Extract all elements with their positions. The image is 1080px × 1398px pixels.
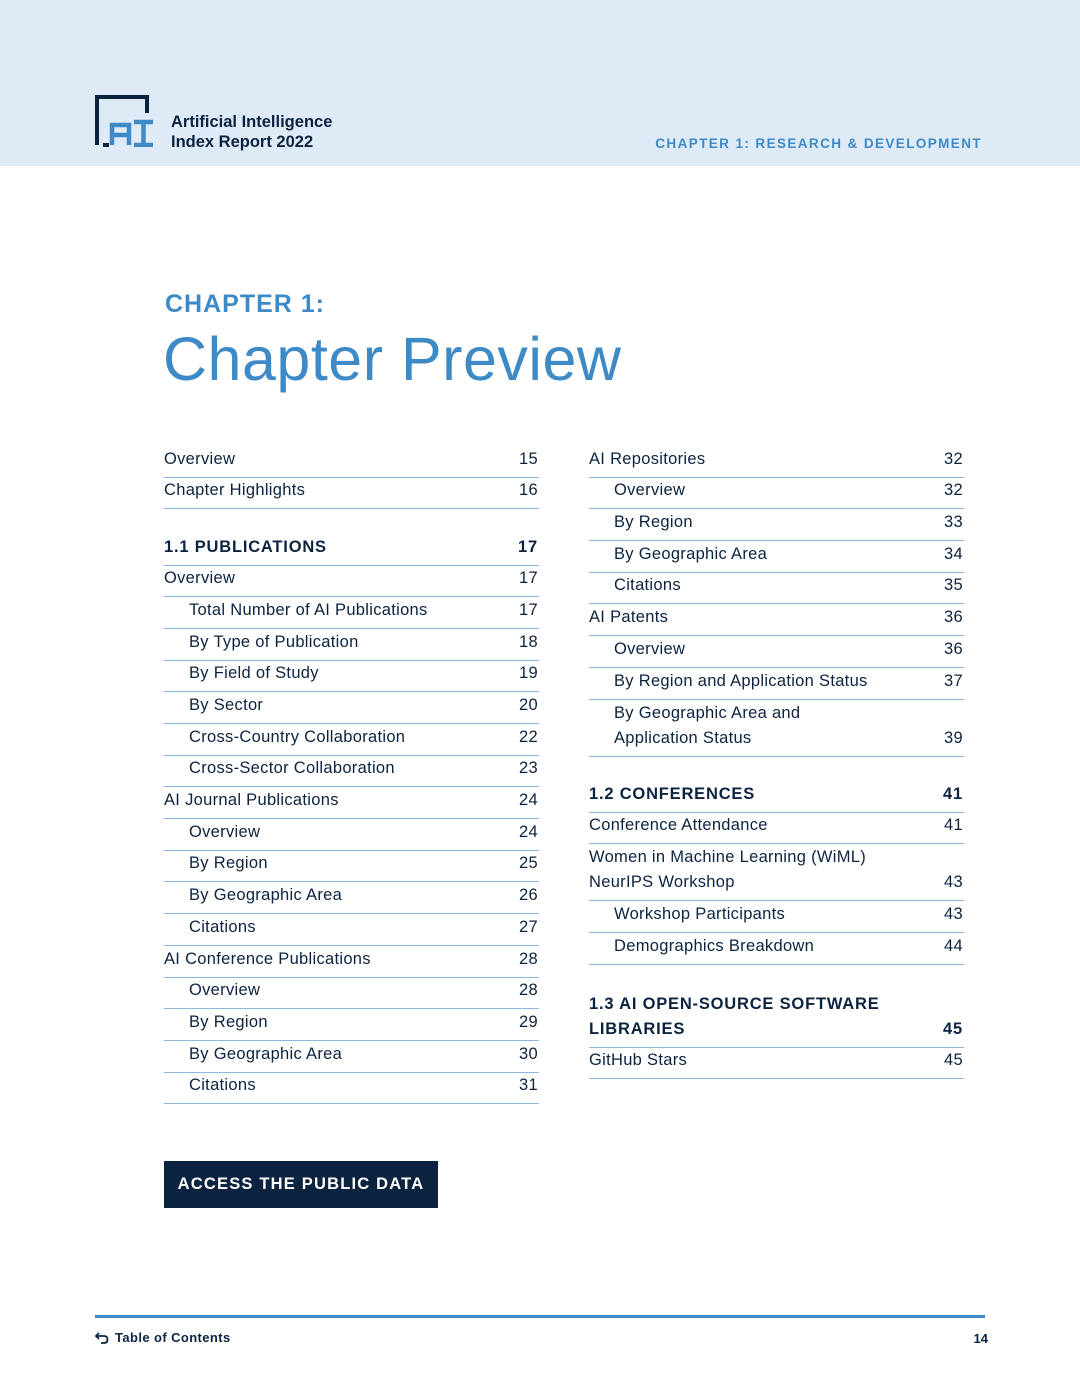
- toc-entry-label: [589, 701, 800, 751]
- toc-entry-label: 1.2 CONFERENCES: [589, 784, 756, 803]
- toc-entry-label: Chapter Highlights: [164, 481, 306, 500]
- toc-entry-label: AI Conference Publications: [164, 949, 371, 968]
- toc-entry-page: 43: [944, 873, 963, 892]
- toc-entry-label: By Sector: [189, 696, 264, 714]
- toc-subentry[interactable]: [164, 851, 539, 883]
- toc-subentry[interactable]: [164, 661, 539, 693]
- toc-right-column: [589, 446, 964, 1079]
- toc-entry-label: By Geographic Area: [189, 1044, 343, 1063]
- toc-entry-label: Cross-Country Collaboration: [189, 727, 406, 746]
- toc-entry-page: 45: [944, 1051, 963, 1070]
- toc-entry-page: 28: [519, 949, 538, 968]
- toc-entry-page: 33: [944, 513, 963, 532]
- toc-entry-label: [589, 845, 866, 895]
- toc-entry-label: Citations: [189, 917, 256, 936]
- toc-entry-label-line2: Application Status: [614, 728, 752, 747]
- toc-subentry[interactable]: [164, 724, 539, 756]
- toc-entry-label-line1: Women in Machine Learning (WiML): [589, 848, 867, 867]
- toc-entry-page: 36: [944, 608, 963, 627]
- toc-entry-label: By Region: [614, 513, 693, 532]
- toc-entry-page: 22: [519, 727, 538, 746]
- toc-entry-page: 23: [519, 759, 538, 778]
- toc-entry-page: 35: [944, 576, 963, 595]
- toc-entry-page: 25: [519, 854, 538, 873]
- toc-entry-label: By Field of Study: [189, 664, 319, 683]
- toc-entry-label: Overview: [189, 981, 261, 1000]
- toc-entry-page: 36: [944, 639, 963, 658]
- toc-subentry[interactable]: [164, 819, 539, 851]
- toc-entry-label: AI Repositories: [589, 449, 706, 468]
- toc-entry-label: Workshop Participants: [614, 905, 786, 924]
- table-of-contents-link[interactable]: [95, 1330, 231, 1345]
- toc-entry-label: By Region: [189, 854, 268, 873]
- toc-subentry[interactable]: [589, 700, 964, 757]
- toc-subentry[interactable]: [164, 692, 539, 724]
- toc-entry-page: 26: [519, 886, 538, 905]
- toc-entry-label: Cross-Sector Collaboration: [189, 759, 395, 778]
- toc-entry-page: 37: [944, 671, 963, 690]
- toc-entry[interactable]: [164, 566, 539, 598]
- toc-entry-page: 17: [519, 600, 538, 619]
- toc-entry-label: By Type of Publication: [189, 632, 359, 651]
- chapter-tag: CHAPTER 1: RESEARCH & DEVELOPMENT: [655, 136, 982, 151]
- toc-subentry[interactable]: [589, 636, 964, 668]
- toc-entry-label: Overview: [164, 569, 236, 588]
- toc-entry-page: 17: [519, 569, 538, 588]
- return-arrow-icon: [95, 1332, 109, 1344]
- toc-entry[interactable]: [164, 787, 539, 819]
- ai-index-logo: [95, 95, 155, 147]
- toc-entry-page: 29: [519, 1012, 538, 1031]
- toc-entry[interactable]: [589, 813, 964, 845]
- toc-entry-page: 44: [944, 936, 963, 955]
- toc-subentry[interactable]: [164, 882, 539, 914]
- footer-divider: [95, 1315, 985, 1318]
- toc-entry-label: 1.1 PUBLICATIONS: [164, 537, 327, 556]
- toc-entry-label: [589, 992, 880, 1042]
- toc-entry-page: 27: [519, 917, 538, 936]
- toc-entry-page: 41: [944, 816, 963, 835]
- toc-entry-page: 28: [519, 981, 538, 1000]
- toc-section-heading[interactable]: [164, 534, 539, 566]
- report-name: [171, 112, 332, 152]
- toc-subentry[interactable]: [164, 914, 539, 946]
- toc-entry[interactable]: [164, 946, 539, 978]
- toc-entry-label: By Region and Application Status: [614, 671, 868, 690]
- toc-entry-page: 20: [519, 696, 538, 714]
- toc-entry[interactable]: [164, 478, 539, 510]
- toc-subentry[interactable]: [589, 478, 964, 510]
- toc-entry-page: 32: [944, 449, 963, 468]
- toc-entry-label: AI Patents: [589, 608, 669, 627]
- toc-entry-label-line1: By Geographic Area and: [614, 703, 801, 722]
- toc-entry-label: By Region: [189, 1012, 268, 1031]
- toc-entry-label: Citations: [614, 576, 681, 595]
- toc-entry-label: Overview: [189, 822, 261, 841]
- toc-entry-page: 15: [519, 449, 538, 468]
- toc-entry[interactable]: [164, 446, 539, 478]
- toc-entry-page: 34: [944, 544, 963, 563]
- page-title: Chapter Preview: [163, 325, 622, 393]
- toc-subentry[interactable]: [589, 509, 964, 541]
- toc-entry-page: 18: [519, 632, 538, 651]
- toc-entry[interactable]: [589, 1048, 964, 1080]
- toc-left-column: [164, 446, 539, 1104]
- toc-subentry[interactable]: [164, 597, 539, 629]
- toc-entry-label: Overview: [614, 481, 686, 500]
- toc-subentry[interactable]: [164, 1009, 539, 1041]
- report-name-line2: Index Report 2022: [171, 133, 314, 151]
- toc-entry-label: AI Journal Publications: [164, 791, 339, 810]
- access-public-data-button[interactable]: ACCESS THE PUBLIC DATA: [164, 1161, 438, 1208]
- toc-subentry[interactable]: [164, 1041, 539, 1073]
- toc-entry[interactable]: [589, 446, 964, 478]
- toc-subentry[interactable]: [589, 901, 964, 933]
- toc-entry-label-line2: LIBRARIES: [589, 1019, 686, 1038]
- toc-entry-page: 16: [519, 481, 538, 500]
- toc-subentry[interactable]: [164, 756, 539, 788]
- page-number: 14: [973, 1331, 988, 1346]
- toc-entry-label: By Geographic Area: [189, 886, 343, 905]
- toc-entry-page: 39: [944, 728, 963, 747]
- toc-subentry[interactable]: [589, 668, 964, 700]
- toc-entry[interactable]: [589, 844, 964, 901]
- chapter-label: CHAPTER 1:: [165, 290, 326, 318]
- toc-entry-page: 31: [519, 1076, 538, 1095]
- toc-subentry[interactable]: [164, 629, 539, 661]
- toc-subentry[interactable]: [164, 1073, 539, 1105]
- toc-entry-page: 41: [943, 784, 963, 803]
- toc-entry-page: 32: [944, 481, 963, 500]
- toc-entry-label: Overview: [164, 449, 236, 468]
- toc-entry[interactable]: [589, 604, 964, 636]
- toc-entry-label-line2: NeurIPS Workshop: [589, 873, 735, 892]
- toc-entry-label: Citations: [189, 1076, 256, 1095]
- toc-entry-label: Conference Attendance: [589, 816, 768, 835]
- report-name-line1: Artificial Intelligence: [171, 113, 333, 131]
- toc-entry-label: Demographics Breakdown: [614, 936, 815, 955]
- toc-section-heading[interactable]: [589, 991, 964, 1048]
- toc-subentry[interactable]: [589, 541, 964, 573]
- toc-entry-label: GitHub Stars: [589, 1051, 688, 1070]
- toc-entry-page: 19: [519, 664, 538, 683]
- toc-entry-page: 43: [944, 905, 963, 924]
- toc-entry-label-line1: 1.3 AI OPEN-SOURCE SOFTWARE: [589, 994, 880, 1013]
- toc-subentry[interactable]: [164, 978, 539, 1010]
- toc-entry-page: 30: [519, 1044, 538, 1063]
- table-of-contents-label: Table of Contents: [115, 1330, 231, 1345]
- toc-entry-label: By Geographic Area: [614, 544, 768, 563]
- toc-entry-page: 24: [519, 791, 538, 810]
- toc-entry-page: 24: [519, 822, 538, 841]
- toc-entry-page: 45: [943, 1019, 963, 1038]
- toc-subentry[interactable]: [589, 933, 964, 965]
- toc-entry-label: Total Number of AI Publications: [189, 600, 428, 619]
- toc-entry-page: 17: [518, 537, 538, 556]
- toc-section-heading[interactable]: [589, 781, 964, 813]
- toc-subentry[interactable]: [589, 573, 964, 605]
- toc-entry-label: Overview: [614, 639, 686, 658]
